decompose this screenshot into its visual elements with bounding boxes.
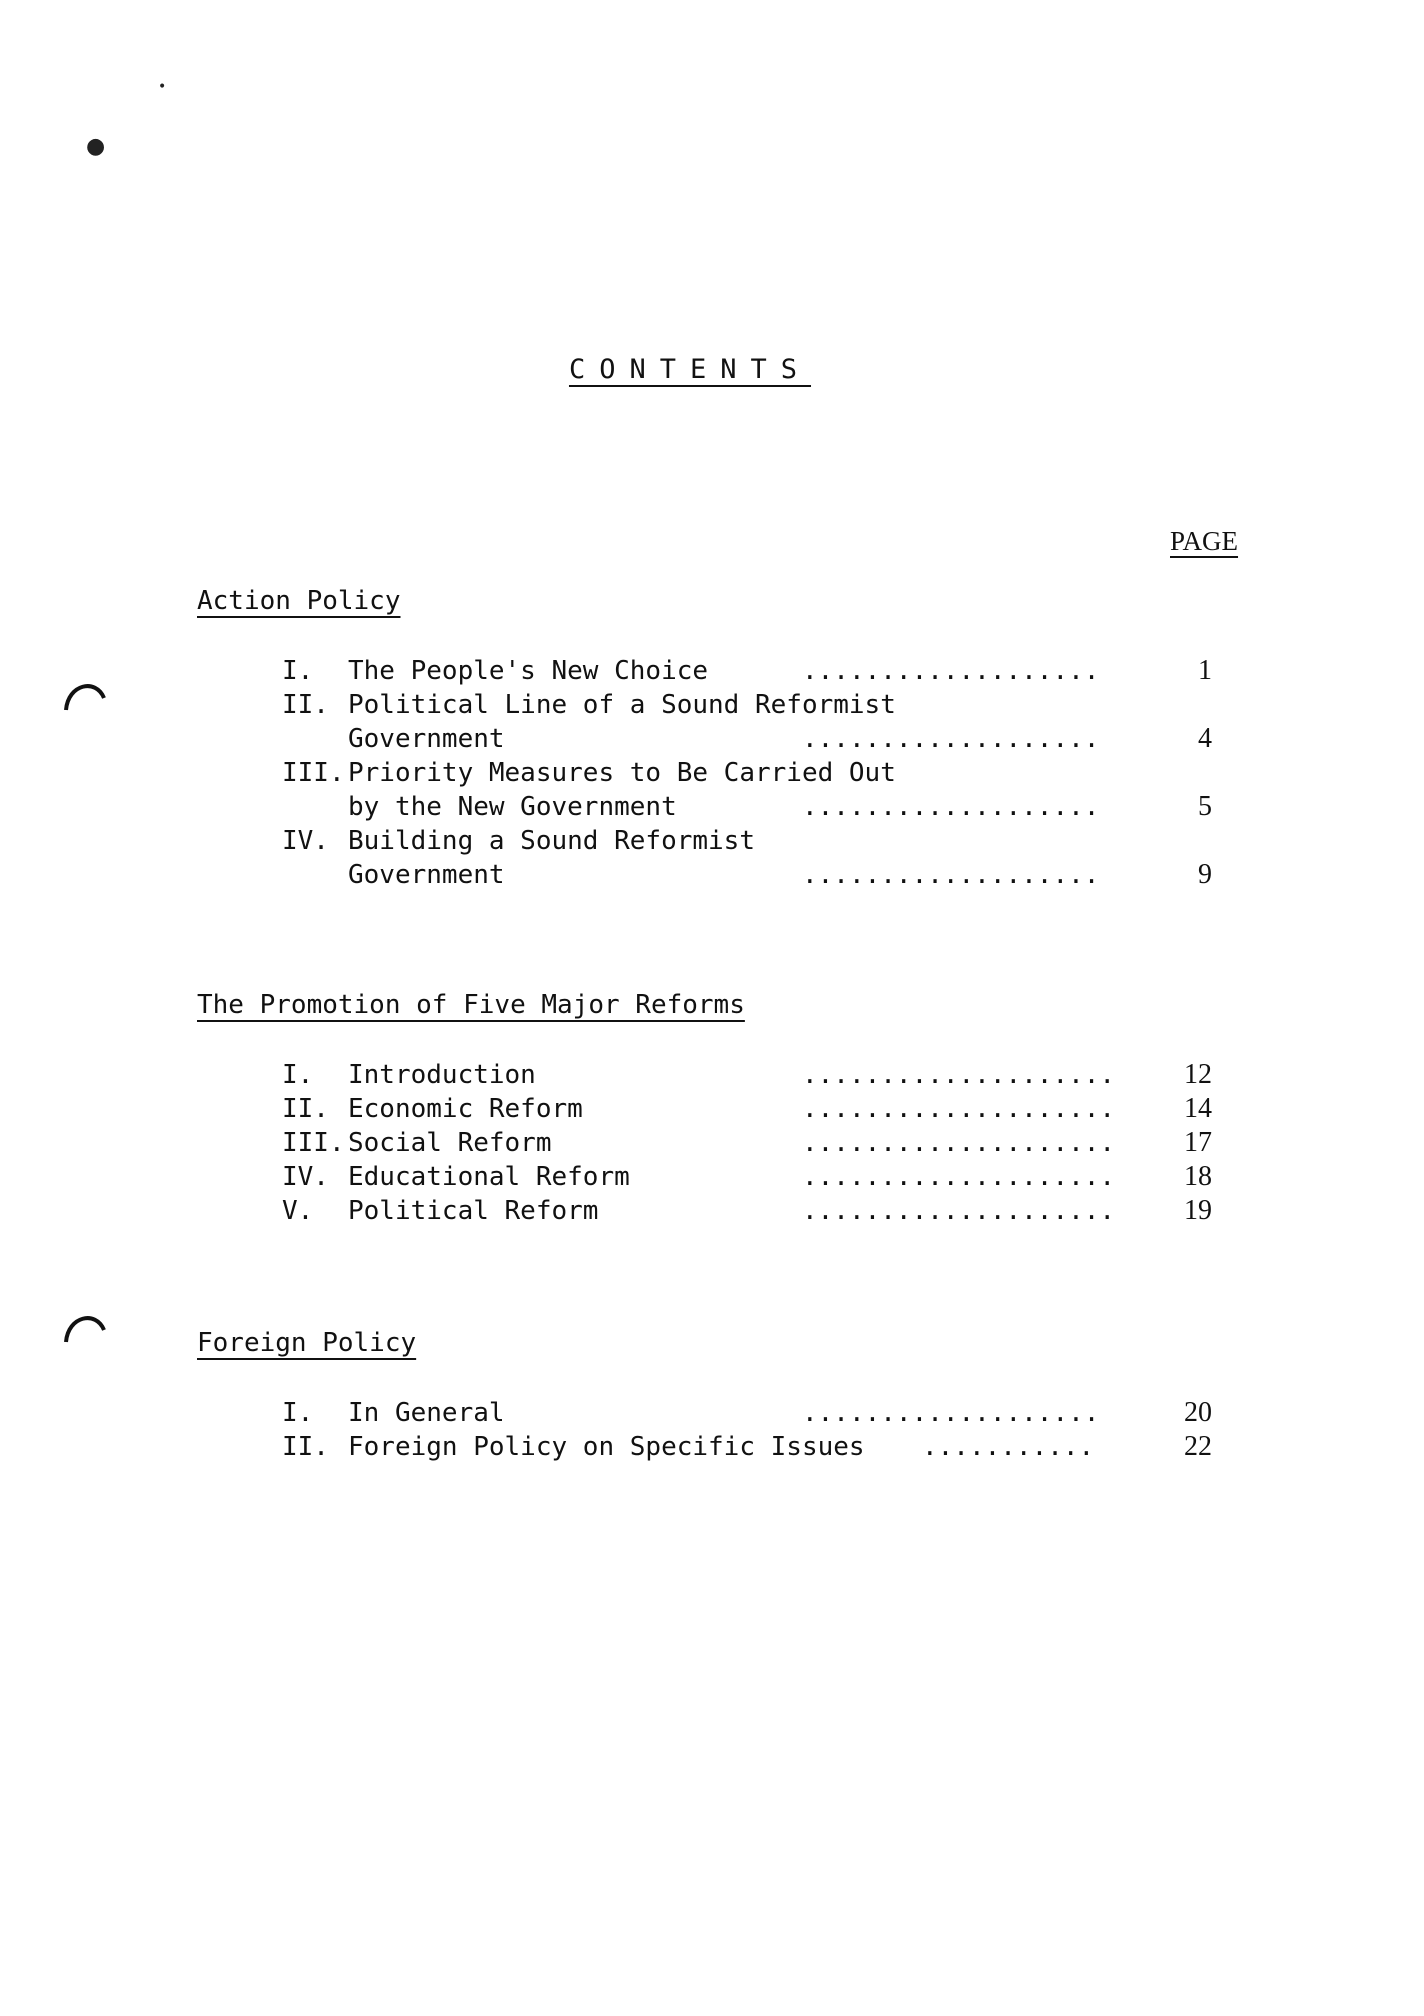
entry-page-number: 12 — [1184, 1059, 1212, 1090]
entry-text: Social Reform — [348, 1128, 552, 1158]
punch-hole-mark-top — [62, 676, 106, 720]
entry-number: II. — [282, 1094, 329, 1124]
dot-leader: ................... — [802, 1398, 1100, 1428]
entry-number: IV. — [282, 826, 329, 856]
dot-leader: ................... — [802, 724, 1100, 754]
punch-hole-mark-bottom — [62, 1306, 106, 1350]
entry-page-number: 19 — [1184, 1195, 1212, 1226]
entry-number: IV. — [282, 1162, 329, 1192]
dot-leader: .................... — [802, 1060, 1116, 1090]
dot-leader: ................... — [802, 860, 1100, 890]
page-column-header: PAGE — [1170, 526, 1239, 556]
entry-text: Economic Reform — [348, 1094, 583, 1124]
dot-leader: .................... — [802, 1196, 1116, 1226]
entry-text: Foreign Policy on Specific Issues — [348, 1432, 865, 1462]
entry-text: In General — [348, 1398, 505, 1428]
entry-page-number: 1 — [1198, 655, 1212, 686]
dot-leader: ................... — [802, 792, 1100, 822]
entry-page-number: 5 — [1198, 791, 1212, 822]
entry-page-number: 22 — [1184, 1431, 1212, 1462]
entry-number: I. — [282, 1398, 314, 1428]
entry-text: Government — [348, 724, 505, 754]
entry-text: Introduction — [348, 1060, 536, 1090]
scan-speck: ● — [86, 134, 106, 159]
section-title-five-major-reforms: The Promotion of Five Major Reforms — [197, 990, 745, 1020]
entry-text: Priority Measures to Be Carried Out — [348, 758, 896, 788]
dot-leader: .................... — [802, 1128, 1116, 1158]
dot-leader: .................... — [802, 1162, 1116, 1192]
entry-text: Political Line of a Sound Reformist — [348, 690, 896, 720]
entry-number: II. — [282, 1432, 329, 1462]
dot-leader: ................... — [802, 656, 1100, 686]
entry-page-number: 20 — [1184, 1397, 1212, 1428]
contents-title: CONTENTS — [568, 354, 812, 385]
entry-page-number: 17 — [1184, 1127, 1212, 1158]
entry-text: Building a Sound Reformist — [348, 826, 755, 856]
entry-text: The People's New Choice — [348, 656, 709, 686]
entry-page-number: 9 — [1198, 859, 1212, 890]
entry-number: V. — [282, 1196, 314, 1226]
entry-text: by the New Government — [348, 792, 677, 822]
scan-speck: • — [158, 79, 167, 95]
entry-page-number: 18 — [1184, 1161, 1212, 1192]
entry-page-number: 4 — [1198, 723, 1212, 754]
entry-text: Government — [348, 860, 505, 890]
entry-text: Educational Reform — [348, 1162, 630, 1192]
dot-leader: ........... — [922, 1432, 1095, 1462]
dot-leader: .................... — [802, 1094, 1116, 1124]
section-title-action-policy: Action Policy — [197, 586, 401, 616]
entry-number: II. — [282, 690, 329, 720]
entry-number: III. — [282, 1128, 345, 1158]
section-title-foreign-policy: Foreign Policy — [197, 1328, 417, 1358]
entry-number: III. — [282, 758, 345, 788]
entry-number: I. — [282, 656, 314, 686]
entry-page-number: 14 — [1184, 1093, 1212, 1124]
entry-text: Political Reform — [348, 1196, 599, 1226]
entry-number: I. — [282, 1060, 314, 1090]
